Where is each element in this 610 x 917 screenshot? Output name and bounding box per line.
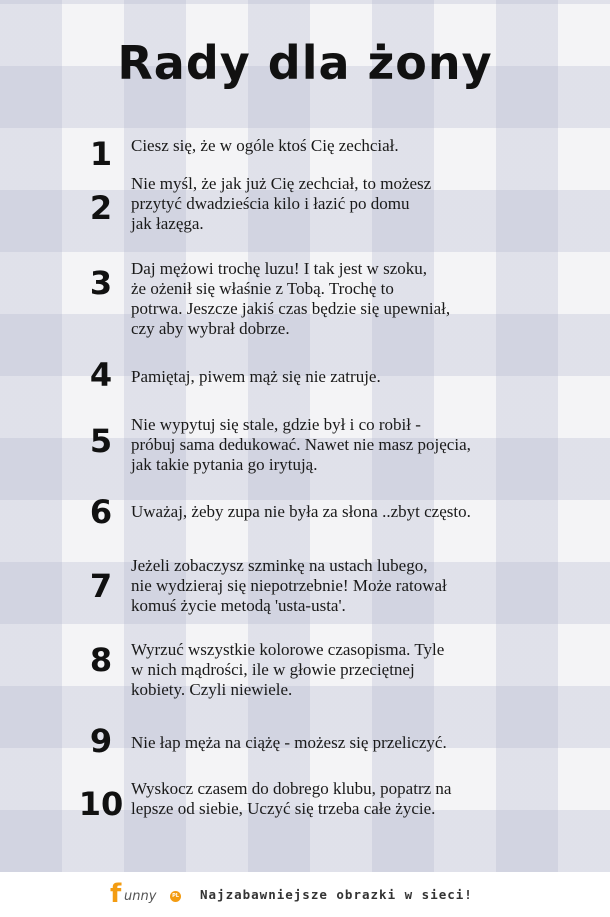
tip-number: 7 <box>89 567 113 605</box>
tip-text <box>131 502 551 522</box>
tip-line: w nich mądrości, ile w głowie przeciętnej <box>131 660 415 679</box>
tip-line: kobiety. Czyli niewiele. <box>131 680 293 699</box>
tip-number: 6 <box>89 493 113 531</box>
tip-text <box>131 779 551 819</box>
tip-line: Nie myśl, że jak już Cię zechciał, to możesz <box>131 174 432 193</box>
tip-line: jak łazęga. <box>131 214 204 233</box>
tip-text <box>131 259 551 339</box>
tip-text <box>131 640 551 700</box>
tip-number: 10 <box>78 785 124 823</box>
tip-line: Nie łap męża na ciążę - możesz się przeliczyć. <box>131 733 447 752</box>
tip-number: 2 <box>89 189 113 227</box>
tip-line: komuś życie metodą 'usta-usta'. <box>131 596 346 615</box>
tip-line: Ciesz się, że w ogóle ktoś Cię zechciał. <box>131 136 399 155</box>
tip-line: czy aby wybrał dobrze. <box>131 319 290 338</box>
tip-line: próbuj sama dedukować. Nawet nie masz pojęcia, <box>131 435 471 454</box>
footer-bar <box>0 872 610 917</box>
tip-line: że ożenił się właśnie z Tobą. Trochę to <box>131 279 394 298</box>
tip-number: 5 <box>89 422 113 460</box>
tip-line: Pamiętaj, piwem mąż się nie zatruje. <box>131 367 381 386</box>
tip-number: 1 <box>89 135 113 173</box>
tip-line: Uważaj, żeby zupa nie była za słona ..zbyt często. <box>131 502 471 521</box>
tip-text <box>131 367 551 387</box>
logo-initial: f <box>110 879 122 909</box>
tip-line: jak takie pytania go irytują. <box>131 455 318 474</box>
tip-line: nie wydzieraj się niepotrzebnie! Może ratował <box>131 576 447 595</box>
tip-line: Jeżeli zobaczysz szminkę na ustach lubego, <box>131 556 428 575</box>
logo-wordmark: unny <box>124 889 157 904</box>
tip-line: Daj mężowi trochę luzu! I tak jest w szoku, <box>131 259 427 278</box>
tip-line: potrwa. Jeszcze jakiś czas będzie się upewniał, <box>131 299 451 318</box>
tip-text <box>131 556 551 616</box>
tip-line: Nie wypytuj się stale, gdzie był i co robił - <box>131 415 421 434</box>
logo-badge-icon: PL <box>170 891 181 902</box>
tip-number: 4 <box>89 356 113 394</box>
tip-text <box>131 415 551 475</box>
tip-text <box>131 136 551 156</box>
tip-line: Wyrzuć wszystkie kolorowe czasopisma. Tyle <box>131 640 445 659</box>
tip-number: 3 <box>89 264 113 302</box>
tip-line: Wyskocz czasem do dobrego klubu, popatrz na <box>131 779 452 798</box>
tip-text <box>131 174 551 234</box>
poster-title: Rady dla żony <box>117 36 493 90</box>
tip-number: 9 <box>89 722 113 760</box>
tip-text <box>131 733 551 753</box>
site-logo[interactable] <box>110 880 188 910</box>
tip-number: 8 <box>89 641 113 679</box>
tip-line: lepsze od siebie, Uczyć się trzeba całe życie. <box>131 799 436 818</box>
tip-line: przytyć dwadzieścia kilo i łazić po domu <box>131 194 410 213</box>
footer-tagline: Najzabawniejsze obrazki w sieci! <box>200 887 473 902</box>
